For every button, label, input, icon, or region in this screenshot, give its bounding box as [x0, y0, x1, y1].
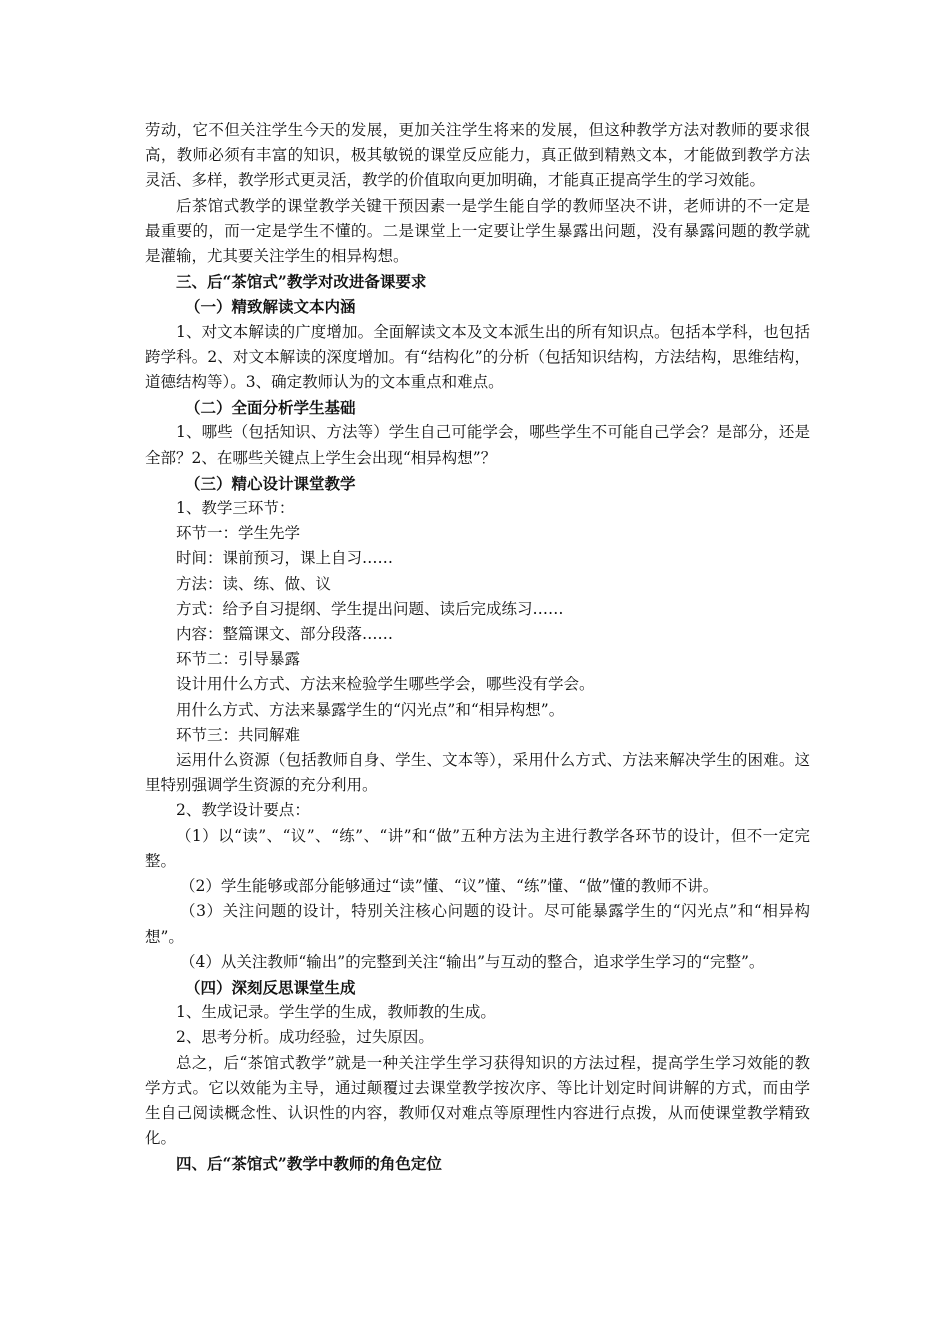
- paragraph-summary: 总之，后“茶馆式教学”就是一种关注学生学习获得知识的方法过程，提高学生学习效能的教学方式。它以效能为主导，通过颠覆过去课堂教学按次序、等比计划定时间讲解的方式，而由学生自己阅读概念性、认识性的内容，教师仅对难点等原理性内容进行点拨，从而使课堂教学精致化。: [145, 1053, 810, 1148]
- list-item: 环节一：学生先学: [176, 524, 301, 543]
- subheading-three: （三）精心设计课堂教学: [185, 473, 356, 493]
- subheading-four: （四）深刻反思课堂生成: [185, 977, 356, 997]
- list-item: 环节二：引导暴露: [176, 650, 301, 669]
- section-heading-four: 四、后“茶馆式”教学中教师的角色定位: [176, 1154, 442, 1174]
- design-point-3: （3）关注问题的设计，特别关注核心问题的设计。尽可能暴露学生的“闪光点”和“相异构想”。: [145, 902, 810, 946]
- paragraph-continuation: 劳动，它不但关注学生今天的发展，更加关注学生将来的发展，但这种教学方法对教师的要求很高，教师必须有丰富的知识，极其敏锐的课堂反应能力，真正做到精熟文本，才能做到教学方法灵活、多样，教学形式更灵活，教学的价值取向更加明确，才能真正提高学生的学习效能。: [145, 121, 810, 190]
- list-item: 设计用什么方式、方法来检验学生哪些学会，哪些没有学会。: [176, 675, 595, 694]
- paragraph-key-factors: 后茶馆式教学的课堂教学关键干预因素一是学生能自学的教师坚决不讲，老师讲的不一定是最重要的，而一定是学生不懂的。二是课堂上一定要让学生暴露出问题，没有暴露问题的教学就是灌输，尤其要关注学生的相异构想。: [145, 196, 810, 266]
- list-item: 用什么方式、方法来暴露学生的“闪光点”和“相异构想”。: [176, 700, 565, 719]
- design-point-2: （2）学生能够或部分能够通过“读”懂、“议”懂、“练”懂、“做”懂的教师不讲。: [180, 877, 719, 896]
- document-page: [145, 118, 810, 1177]
- list-item: 方式：给予自习提纲、学生提出问题、读后完成练习……: [176, 599, 564, 618]
- list-item: 环节三：共同解难: [176, 725, 301, 744]
- section-heading-three: 三、后“茶馆式”教学对改进备课要求: [176, 272, 427, 292]
- paragraph-text-reading: 1、对文本解读的广度增加。全面解读文本及文本派生出的所有知识点。包括本学科，也包括跨学科。2、对文本解读的深度增加。有“结构化”的分析（包括知识结构，方法结构，思维结构，道德结构等）。3、确定教师认为的文本重点和难点。: [145, 322, 810, 392]
- paragraph-resources: 运用什么资源（包括教师自身、学生、文本等），采用什么方式、方法来解决学生的困难。这里特别强调学生资源的充分利用。: [145, 751, 810, 795]
- list-item: 2、思考分析。成功经验，过失原因。: [176, 1028, 434, 1047]
- list-item: 时间：课前预习，课上自习……: [176, 549, 394, 568]
- subheading-two: （二）全面分析学生基础: [185, 398, 356, 418]
- list-item: 1、教学三环节：: [176, 499, 295, 518]
- list-item: 内容：整篇课文、部分段落……: [176, 625, 394, 644]
- list-item: 方法：读、练、做、议: [176, 574, 332, 593]
- design-point-4: （4）从关注教师“输出”的完整到关注“输出”与互动的整合，追求学生学习的“完整”。: [180, 952, 765, 971]
- paragraph-student-basis: 1、哪些（包括知识、方法等）学生自己可能学会，哪些学生不可能自己学会？是部分，还是全部？2、在哪些关键点上学生会出现“相异构想”？: [145, 423, 810, 467]
- design-point-1: （1）以“读”、“议”、“练”、“讲”和“做”五种方法为主进行教学各环节的设计，但不一定完整。: [145, 826, 810, 870]
- list-item: 2、教学设计要点：: [176, 801, 310, 820]
- list-item: 1、生成记录。学生学的生成，教师教的生成。: [176, 1003, 496, 1022]
- subheading-one: （一）精致解读文本内涵: [185, 297, 356, 317]
